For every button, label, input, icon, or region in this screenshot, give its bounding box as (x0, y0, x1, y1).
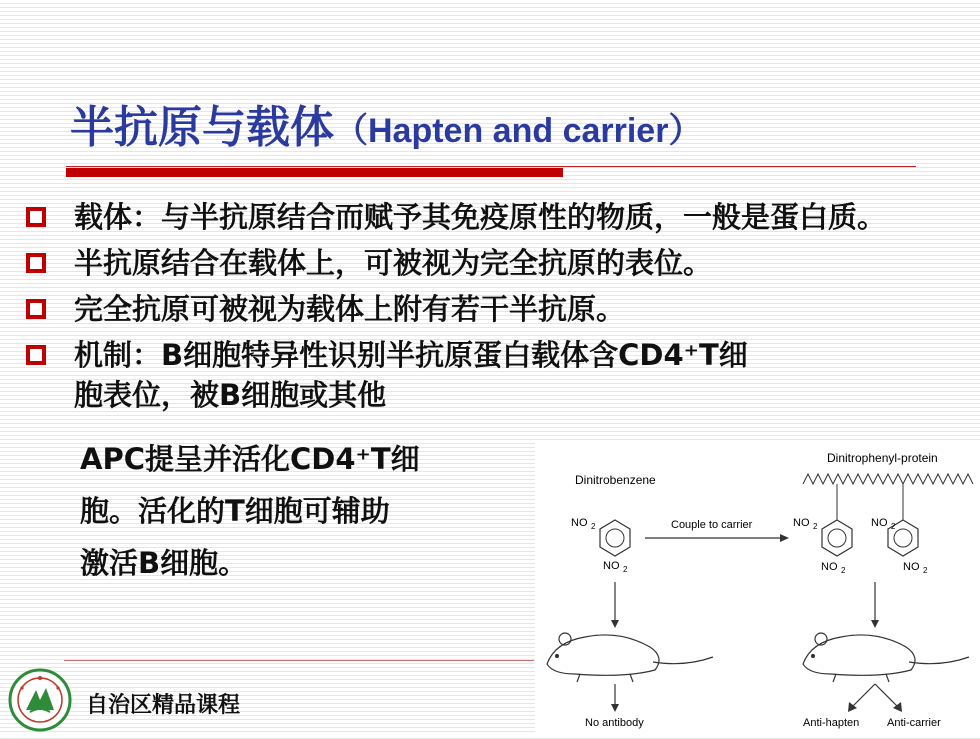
square-bullet-icon (26, 253, 46, 273)
bullet-text: 完全抗原可被视为载体上附有若干半抗原。 (74, 292, 626, 326)
title-divider-thin (66, 166, 916, 167)
right-arrow-icon (780, 534, 789, 542)
left-compound-label: Dinitrobenzene (575, 473, 656, 487)
no2-subscript: 2 (841, 566, 846, 575)
bullet-item (22, 197, 962, 237)
no2-label: NO (571, 517, 588, 529)
hapten-carrier-figure (535, 442, 980, 735)
couple-arrow-label: Couple to carrier (671, 519, 753, 531)
mechanism-line: 胞。活化的T细胞可辅助 (80, 494, 390, 528)
no2-subscript: 2 (623, 565, 628, 574)
university-logo-icon (8, 668, 72, 732)
mechanism-line: 机制：B细胞特异性识别半抗原蛋白载体含CD4⁺T细 (74, 338, 748, 372)
no2-subscript: 2 (591, 522, 596, 531)
mechanism-line: 激活B细胞。 (80, 546, 248, 580)
down-arrow-icon (611, 704, 619, 712)
result-anti-carrier: Anti-carrier (887, 717, 941, 729)
right-compound-label: Dinitrophenyl-protein (827, 451, 938, 465)
title-paren-open: （ (334, 111, 368, 151)
bullet-item (22, 289, 962, 329)
bullet-item (22, 243, 962, 283)
bullet-text: 半抗原结合在载体上，可被视为完全抗原的表位。 (74, 246, 713, 280)
result-anti-hapten: Anti-hapten (803, 717, 860, 729)
no2-subscript: 2 (813, 522, 818, 531)
title-chinese: 半抗原与载体 (70, 102, 334, 153)
no2-subscript: 2 (891, 522, 896, 531)
footer-divider (64, 660, 534, 661)
benzene-ring-icon (600, 520, 630, 556)
no2-label: NO (821, 561, 838, 573)
title-paren-close: ） (668, 111, 703, 151)
down-arrow-icon (871, 620, 879, 628)
no2-label: NO (603, 560, 620, 572)
no2-subscript: 2 (923, 566, 928, 575)
down-arrow-icon (611, 620, 619, 628)
result-no-antibody: No antibody (585, 717, 644, 729)
footer-course-label: 自治区精品课程 (86, 693, 241, 718)
square-bullet-icon (26, 299, 46, 319)
mouse-icon (547, 633, 713, 682)
no2-label: NO (871, 517, 888, 529)
mechanism-line: 胞表位，被B细胞或其他 (74, 378, 387, 412)
square-bullet-icon (26, 345, 46, 365)
wavy-protein-icon (803, 474, 973, 484)
title-divider-thick (66, 168, 563, 177)
no2-label: NO (903, 561, 920, 573)
mechanism-line: APC提呈并活化CD4⁺T细 (80, 442, 420, 476)
benzene-ring-icon (822, 520, 852, 556)
bullet-text: 载体：与半抗原结合而赋予其免疫原性的物质，一般是蛋白质。 (74, 200, 887, 234)
no2-label: NO (793, 517, 810, 529)
square-bullet-icon (26, 207, 46, 227)
title-english: Hapten and carrier (368, 112, 669, 150)
page-title (70, 98, 702, 161)
mouse-icon (803, 633, 969, 682)
